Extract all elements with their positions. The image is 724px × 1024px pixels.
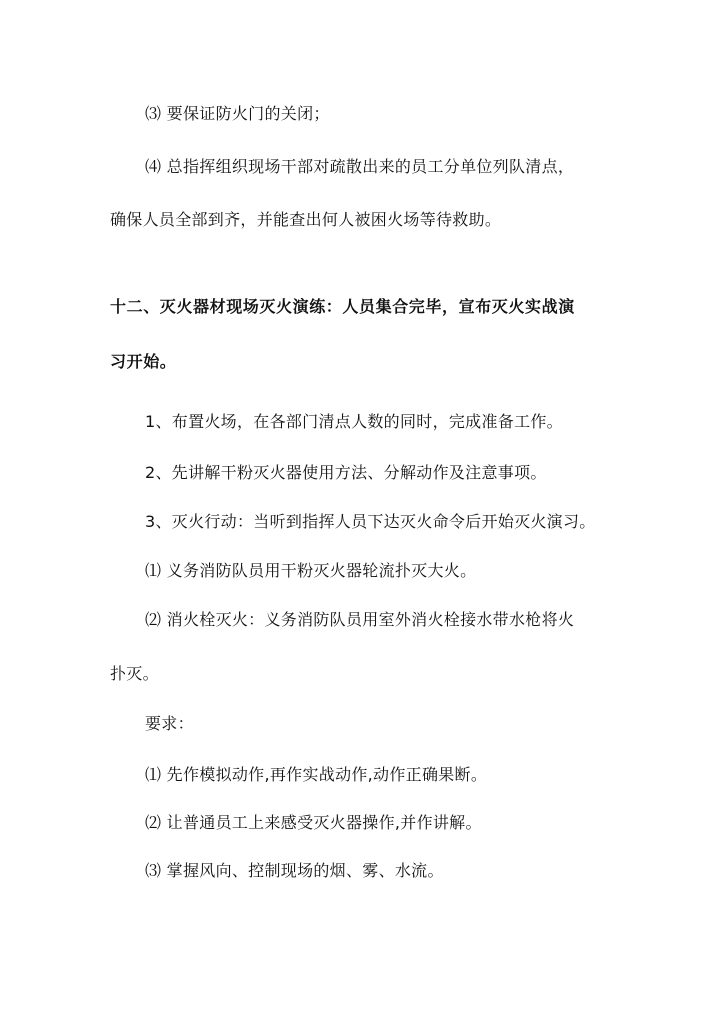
list-item-close-fire-doors: ⑶ 要保证防火门的关闭； bbox=[145, 104, 330, 123]
requirement-item-2: ⑵ 让普通员工上来感受灭火器操作,并作讲解。 bbox=[145, 813, 482, 832]
requirement-item-3: ⑶ 掌握风向、控制现场的烟、雾、水流。 bbox=[145, 861, 444, 880]
list-item-dry-powder: ⑴ 义务消防队员用干粉灭火器轮流扑灭大火。 bbox=[145, 561, 477, 580]
section-heading: 十二、灭火器材现场灭火演练：人员集合完毕，宣布灭火实战演 bbox=[110, 297, 575, 316]
section-heading-continuation: 习开始。 bbox=[110, 352, 177, 371]
requirement-item-1: ⑴ 先作模拟动作,再作实战动作,动作正确果断。 bbox=[145, 765, 488, 784]
list-item-2: 2、先讲解干粉灭火器使用方法、分解动作及注意事项。 bbox=[145, 463, 547, 482]
list-item-headcount: ⑷ 总指挥组织现场干部对疏散出来的员工分单位列队清点， bbox=[145, 157, 575, 176]
list-item-hydrant: ⑵ 消火栓灭火：义务消防队员用室外消火栓接水带水枪将火 bbox=[145, 610, 575, 629]
paragraph-continuation: 确保人员全部到齐，并能查出何人被困火场等待救助。 bbox=[110, 210, 502, 229]
requirements-heading: 要求： bbox=[145, 714, 194, 733]
list-item-1: 1、布置火场，在各部门清点人数的同时，完成准备工作。 bbox=[145, 412, 563, 431]
list-item-3: 3、灭火行动：当听到指挥人员下达灭火命令后开始灭火演习。 bbox=[145, 512, 596, 531]
paragraph-continuation: 扑灭。 bbox=[110, 664, 159, 683]
